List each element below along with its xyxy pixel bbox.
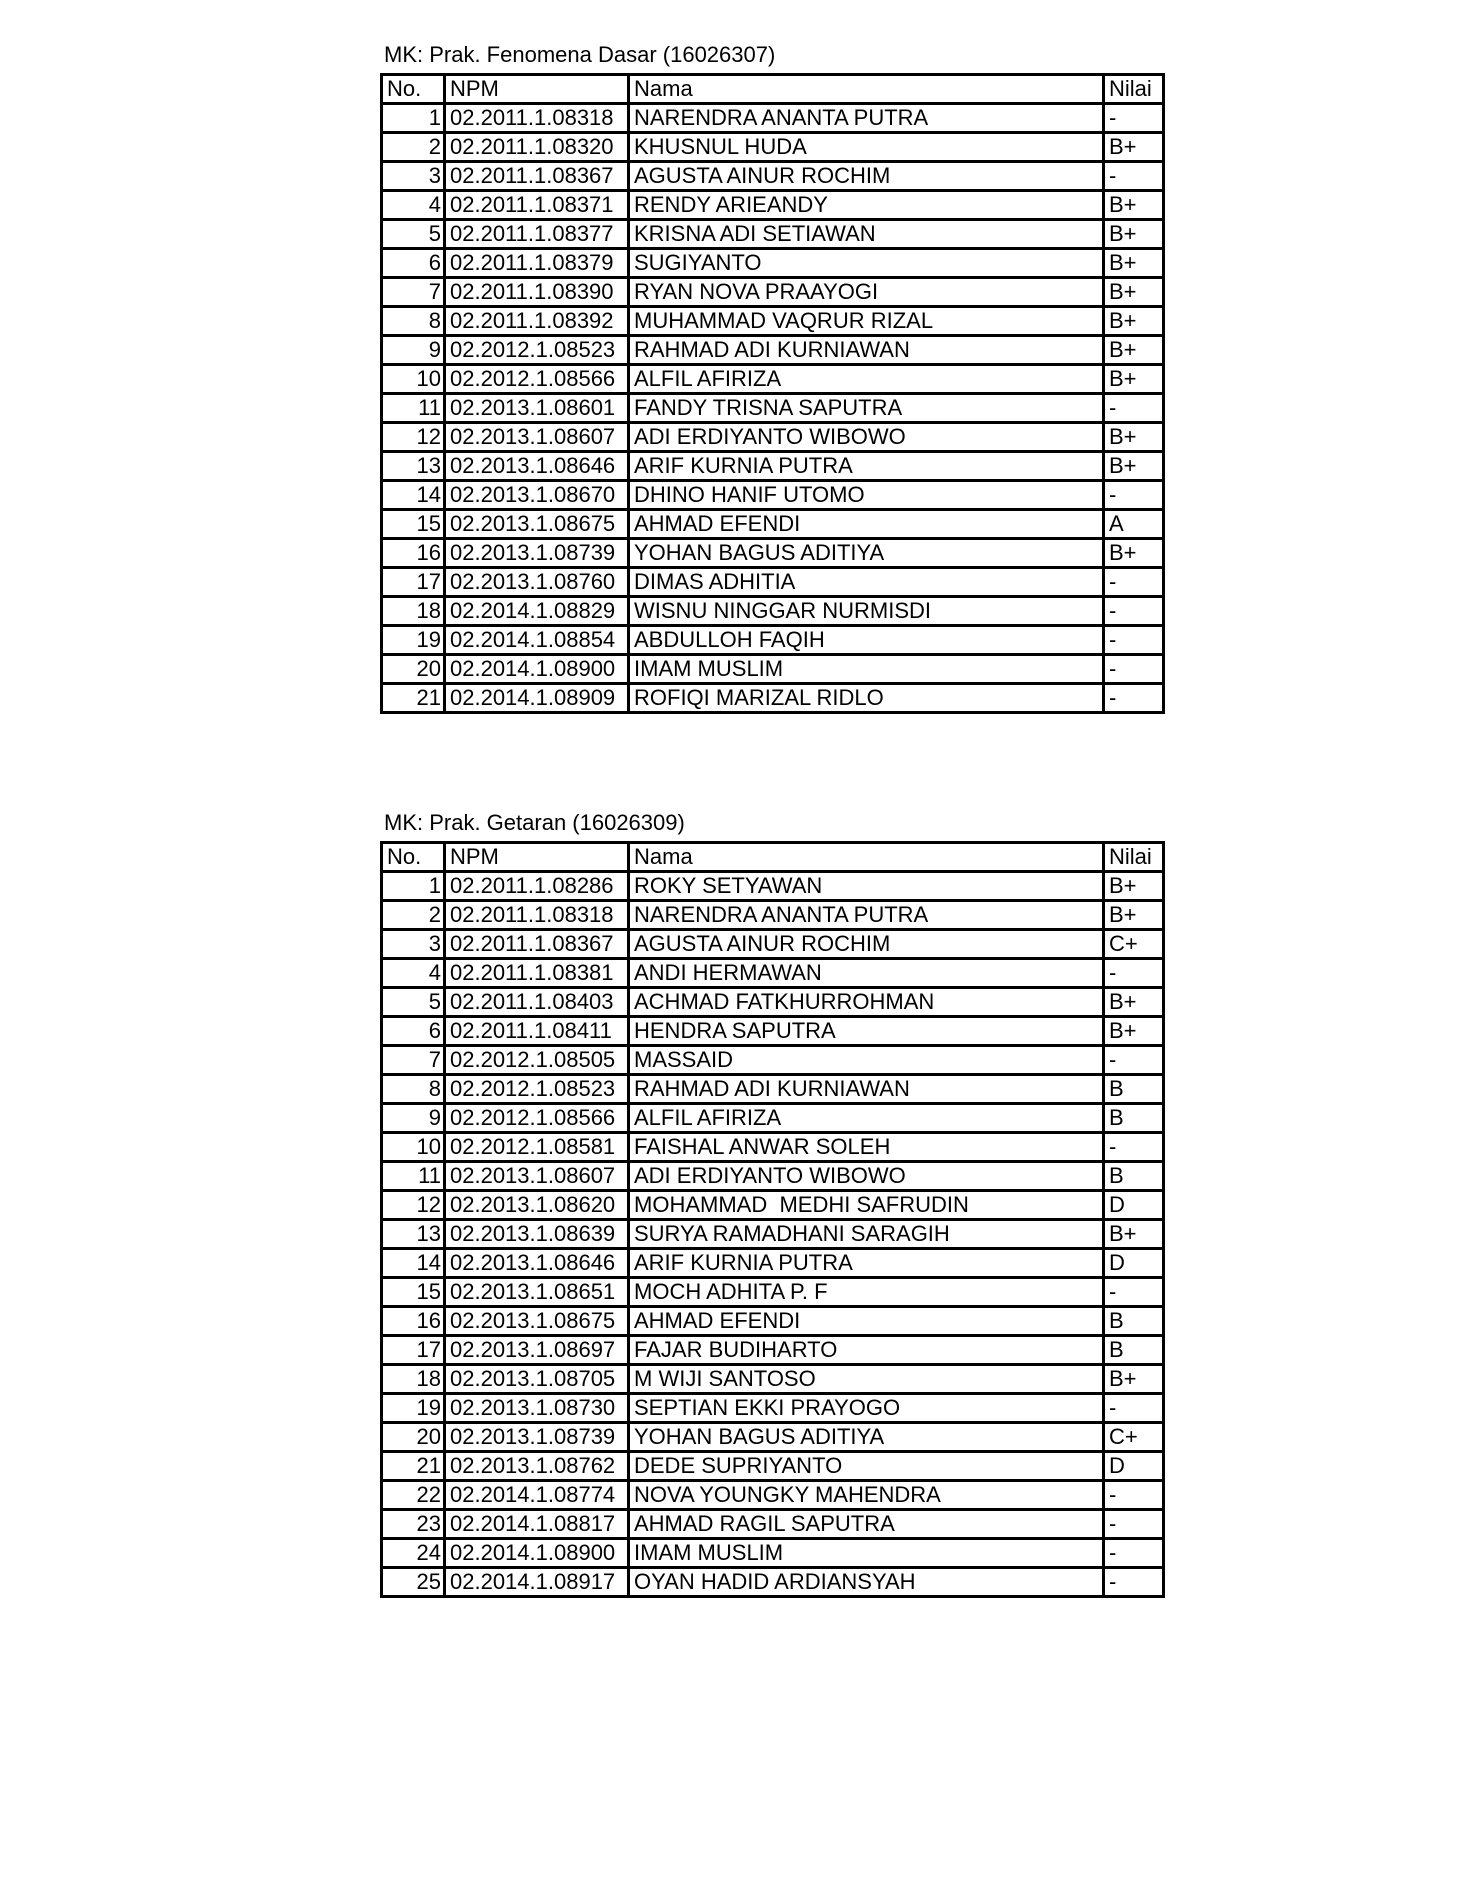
cell-npm: 02.2013.1.08739 — [445, 539, 629, 568]
table-row — [382, 510, 1164, 539]
table-row — [382, 1046, 1164, 1075]
table-row — [382, 423, 1164, 452]
cell-nilai: - — [1104, 162, 1164, 191]
cell-nama: NARENDRA ANANTA PUTRA — [629, 104, 1104, 133]
table-row — [382, 481, 1164, 510]
table-row — [382, 191, 1164, 220]
cell-nama: NOVA YOUNGKY MAHENDRA — [629, 1481, 1104, 1510]
cell-npm: 02.2013.1.08601 — [445, 394, 629, 423]
cell-nama: OYAN HADID ARDIANSYAH — [629, 1568, 1104, 1597]
column-header-nama: Nama — [629, 843, 1104, 872]
cell-nama: DHINO HANIF UTOMO — [629, 481, 1104, 510]
cell-npm: 02.2013.1.08697 — [445, 1336, 629, 1365]
cell-nilai: - — [1104, 655, 1164, 684]
cell-no: 4 — [382, 959, 445, 988]
cell-no: 14 — [382, 1249, 445, 1278]
cell-npm: 02.2014.1.08900 — [445, 655, 629, 684]
cell-nama: MOCH ADHITA P. F — [629, 1278, 1104, 1307]
cell-npm: 02.2013.1.08675 — [445, 510, 629, 539]
cell-npm: 02.2011.1.08390 — [445, 278, 629, 307]
cell-nama: ALFIL AFIRIZA — [629, 1104, 1104, 1133]
cell-no: 6 — [382, 249, 445, 278]
table-row — [382, 452, 1164, 481]
cell-nama: SEPTIAN EKKI PRAYOGO — [629, 1394, 1104, 1423]
table-row — [382, 1365, 1164, 1394]
cell-nama: MOHAMMAD MEDHI SAFRUDIN — [629, 1191, 1104, 1220]
cell-no: 19 — [382, 1394, 445, 1423]
cell-nilai: - — [1104, 1278, 1164, 1307]
cell-npm: 02.2011.1.08411 — [445, 1017, 629, 1046]
table-row — [382, 568, 1164, 597]
cell-nama: SUGIYANTO — [629, 249, 1104, 278]
cell-npm: 02.2013.1.08607 — [445, 423, 629, 452]
cell-nilai: - — [1104, 1046, 1164, 1075]
cell-nama: HENDRA SAPUTRA — [629, 1017, 1104, 1046]
table-row — [382, 249, 1164, 278]
cell-npm: 02.2011.1.08286 — [445, 872, 629, 901]
cell-nama: NARENDRA ANANTA PUTRA — [629, 901, 1104, 930]
column-header-no: No. — [382, 75, 445, 104]
table-row — [382, 1568, 1164, 1597]
cell-npm: 02.2013.1.08651 — [445, 1278, 629, 1307]
table-row — [382, 1481, 1164, 1510]
cell-no: 2 — [382, 133, 445, 162]
cell-nilai: - — [1104, 394, 1164, 423]
cell-no: 15 — [382, 1278, 445, 1307]
cell-nama: ADI ERDIYANTO WIBOWO — [629, 423, 1104, 452]
cell-npm: 02.2014.1.08917 — [445, 1568, 629, 1597]
cell-npm: 02.2011.1.08377 — [445, 220, 629, 249]
table-row — [382, 988, 1164, 1017]
column-header-npm: NPM — [445, 843, 629, 872]
cell-npm: 02.2013.1.08646 — [445, 452, 629, 481]
cell-npm: 02.2013.1.08675 — [445, 1307, 629, 1336]
cell-npm: 02.2013.1.08607 — [445, 1162, 629, 1191]
cell-nilai: B+ — [1104, 1365, 1164, 1394]
cell-nilai: C+ — [1104, 1423, 1164, 1452]
table-row — [382, 1336, 1164, 1365]
cell-nama: ARIF KURNIA PUTRA — [629, 452, 1104, 481]
cell-nama: KHUSNUL HUDA — [629, 133, 1104, 162]
cell-nilai: - — [1104, 104, 1164, 133]
cell-no: 18 — [382, 1365, 445, 1394]
cell-no: 17 — [382, 1336, 445, 1365]
column-header-nilai: Nilai — [1104, 843, 1164, 872]
cell-npm: 02.2012.1.08566 — [445, 1104, 629, 1133]
cell-nilai: - — [1104, 1539, 1164, 1568]
cell-nilai: - — [1104, 626, 1164, 655]
cell-no: 25 — [382, 1568, 445, 1597]
cell-nilai: B+ — [1104, 133, 1164, 162]
cell-npm: 02.2014.1.08817 — [445, 1510, 629, 1539]
cell-no: 9 — [382, 1104, 445, 1133]
cell-npm: 02.2011.1.08367 — [445, 930, 629, 959]
cell-nilai: B+ — [1104, 988, 1164, 1017]
cell-no: 7 — [382, 1046, 445, 1075]
cell-no: 3 — [382, 162, 445, 191]
column-header-nilai: Nilai — [1104, 75, 1164, 104]
cell-no: 21 — [382, 1452, 445, 1481]
cell-no: 23 — [382, 1510, 445, 1539]
table-row — [382, 597, 1164, 626]
cell-no: 5 — [382, 220, 445, 249]
cell-no: 10 — [382, 1133, 445, 1162]
cell-npm: 02.2012.1.08581 — [445, 1133, 629, 1162]
cell-nama: RAHMAD ADI KURNIAWAN — [629, 1075, 1104, 1104]
cell-nama: M WIJI SANTOSO — [629, 1365, 1104, 1394]
cell-nama: AHMAD EFENDI — [629, 1307, 1104, 1336]
table-row — [382, 336, 1164, 365]
cell-nama: FANDY TRISNA SAPUTRA — [629, 394, 1104, 423]
cell-nilai: - — [1104, 1510, 1164, 1539]
table-row — [382, 1423, 1164, 1452]
table-row — [382, 104, 1164, 133]
cell-npm: 02.2013.1.08639 — [445, 1220, 629, 1249]
cell-npm: 02.2014.1.08774 — [445, 1481, 629, 1510]
cell-no: 19 — [382, 626, 445, 655]
cell-npm: 02.2011.1.08392 — [445, 307, 629, 336]
table-row — [382, 626, 1164, 655]
cell-nama: YOHAN BAGUS ADITIYA — [629, 1423, 1104, 1452]
table-row — [382, 1307, 1164, 1336]
column-header-no: No. — [382, 843, 445, 872]
cell-npm: 02.2011.1.08379 — [445, 249, 629, 278]
cell-nilai: B+ — [1104, 872, 1164, 901]
cell-nilai: - — [1104, 1133, 1164, 1162]
cell-nama: ROKY SETYAWAN — [629, 872, 1104, 901]
cell-no: 12 — [382, 1191, 445, 1220]
cell-nilai: B — [1104, 1336, 1164, 1365]
cell-no: 21 — [382, 684, 445, 713]
cell-no: 3 — [382, 930, 445, 959]
cell-nama: RENDY ARIEANDY — [629, 191, 1104, 220]
table-row — [382, 1017, 1164, 1046]
cell-npm: 02.2014.1.08900 — [445, 1539, 629, 1568]
cell-npm: 02.2011.1.08371 — [445, 191, 629, 220]
cell-no: 6 — [382, 1017, 445, 1046]
table-header-row — [382, 843, 1164, 872]
cell-no: 2 — [382, 901, 445, 930]
table-header-row — [382, 75, 1164, 104]
cell-no: 11 — [382, 1162, 445, 1191]
table-row — [382, 307, 1164, 336]
cell-nilai: B+ — [1104, 539, 1164, 568]
cell-nama: IMAM MUSLIM — [629, 1539, 1104, 1568]
cell-nama: AHMAD EFENDI — [629, 510, 1104, 539]
cell-nama: AGUSTA AINUR ROCHIM — [629, 930, 1104, 959]
cell-no: 22 — [382, 1481, 445, 1510]
cell-no: 8 — [382, 307, 445, 336]
column-header-nama: Nama — [629, 75, 1104, 104]
cell-npm: 02.2012.1.08505 — [445, 1046, 629, 1075]
cell-nilai: B+ — [1104, 365, 1164, 394]
cell-no: 16 — [382, 1307, 445, 1336]
cell-nama: YOHAN BAGUS ADITIYA — [629, 539, 1104, 568]
table-row — [382, 365, 1164, 394]
cell-no: 16 — [382, 539, 445, 568]
cell-nilai: A — [1104, 510, 1164, 539]
cell-no: 9 — [382, 336, 445, 365]
cell-no: 24 — [382, 1539, 445, 1568]
cell-nilai: B — [1104, 1104, 1164, 1133]
cell-npm: 02.2013.1.08670 — [445, 481, 629, 510]
table-row — [382, 394, 1164, 423]
table-row — [382, 1510, 1164, 1539]
cell-npm: 02.2013.1.08620 — [445, 1191, 629, 1220]
cell-nilai: C+ — [1104, 930, 1164, 959]
course-title: MK: Prak. Fenomena Dasar (16026307) — [384, 42, 776, 67]
table-row — [382, 872, 1164, 901]
cell-no: 20 — [382, 1423, 445, 1452]
table-row — [382, 220, 1164, 249]
cell-nama: DIMAS ADHITIA — [629, 568, 1104, 597]
cell-npm: 02.2014.1.08854 — [445, 626, 629, 655]
table-row — [382, 1452, 1164, 1481]
table-row — [382, 1220, 1164, 1249]
cell-nilai: - — [1104, 684, 1164, 713]
cell-nama: ROFIQI MARIZAL RIDLO — [629, 684, 1104, 713]
table-row — [382, 1539, 1164, 1568]
cell-nama: FAISHAL ANWAR SOLEH — [629, 1133, 1104, 1162]
cell-npm: 02.2012.1.08523 — [445, 1075, 629, 1104]
cell-nama: ARIF KURNIA PUTRA — [629, 1249, 1104, 1278]
table-row — [382, 1249, 1164, 1278]
cell-nama: ABDULLOH FAQIH — [629, 626, 1104, 655]
cell-nilai: D — [1104, 1452, 1164, 1481]
cell-npm: 02.2013.1.08646 — [445, 1249, 629, 1278]
cell-npm: 02.2013.1.08705 — [445, 1365, 629, 1394]
cell-no: 12 — [382, 423, 445, 452]
cell-no: 18 — [382, 597, 445, 626]
cell-no: 8 — [382, 1075, 445, 1104]
cell-no: 13 — [382, 452, 445, 481]
cell-nilai: B+ — [1104, 336, 1164, 365]
cell-nilai: - — [1104, 597, 1164, 626]
cell-no: 5 — [382, 988, 445, 1017]
cell-nilai: - — [1104, 568, 1164, 597]
table-row — [382, 1075, 1164, 1104]
cell-nama: IMAM MUSLIM — [629, 655, 1104, 684]
cell-npm: 02.2013.1.08730 — [445, 1394, 629, 1423]
cell-nama: SURYA RAMADHANI SARAGIH — [629, 1220, 1104, 1249]
cell-nilai: B+ — [1104, 191, 1164, 220]
table-row — [382, 1133, 1164, 1162]
cell-nilai: B+ — [1104, 220, 1164, 249]
cell-nama: MASSAID — [629, 1046, 1104, 1075]
cell-nama: AGUSTA AINUR ROCHIM — [629, 162, 1104, 191]
table-row — [382, 1278, 1164, 1307]
cell-npm: 02.2013.1.08760 — [445, 568, 629, 597]
cell-npm: 02.2013.1.08739 — [445, 1423, 629, 1452]
table-row — [382, 1162, 1164, 1191]
table-row — [382, 930, 1164, 959]
cell-no: 1 — [382, 104, 445, 133]
cell-nilai: B+ — [1104, 452, 1164, 481]
table-row — [382, 278, 1164, 307]
cell-no: 11 — [382, 394, 445, 423]
cell-npm: 02.2011.1.08381 — [445, 959, 629, 988]
cell-nilai: D — [1104, 1191, 1164, 1220]
cell-nilai: B — [1104, 1307, 1164, 1336]
course-section-fenomena-dasar — [380, 42, 1165, 714]
cell-nilai: B+ — [1104, 278, 1164, 307]
cell-nilai: - — [1104, 481, 1164, 510]
cell-nama: WISNU NINGGAR NURMISDI — [629, 597, 1104, 626]
cell-nilai: B+ — [1104, 249, 1164, 278]
grades-table — [380, 841, 1165, 1598]
cell-nilai: B+ — [1104, 1220, 1164, 1249]
cell-no: 13 — [382, 1220, 445, 1249]
table-row — [382, 959, 1164, 988]
cell-npm: 02.2012.1.08523 — [445, 336, 629, 365]
cell-npm: 02.2012.1.08566 — [445, 365, 629, 394]
cell-nilai: B+ — [1104, 307, 1164, 336]
cell-npm: 02.2011.1.08403 — [445, 988, 629, 1017]
cell-nama: ADI ERDIYANTO WIBOWO — [629, 1162, 1104, 1191]
cell-no: 17 — [382, 568, 445, 597]
table-row — [382, 655, 1164, 684]
cell-npm: 02.2014.1.08909 — [445, 684, 629, 713]
column-header-npm: NPM — [445, 75, 629, 104]
cell-no: 14 — [382, 481, 445, 510]
course-section-getaran — [380, 810, 1165, 1598]
cell-no: 20 — [382, 655, 445, 684]
cell-nama: FAJAR BUDIHARTO — [629, 1336, 1104, 1365]
cell-nama: DEDE SUPRIYANTO — [629, 1452, 1104, 1481]
cell-nilai: B+ — [1104, 423, 1164, 452]
cell-nama: ANDI HERMAWAN — [629, 959, 1104, 988]
cell-nama: AHMAD RAGIL SAPUTRA — [629, 1510, 1104, 1539]
cell-nama: ACHMAD FATKHURROHMAN — [629, 988, 1104, 1017]
cell-nama: RAHMAD ADI KURNIAWAN — [629, 336, 1104, 365]
cell-npm: 02.2011.1.08320 — [445, 133, 629, 162]
course-title: MK: Prak. Getaran (16026309) — [384, 810, 685, 835]
table-row — [382, 684, 1164, 713]
cell-nilai: - — [1104, 1394, 1164, 1423]
table-row — [382, 901, 1164, 930]
cell-nama: ALFIL AFIRIZA — [629, 365, 1104, 394]
cell-nilai: B+ — [1104, 901, 1164, 930]
cell-nilai: - — [1104, 1481, 1164, 1510]
cell-nilai: B — [1104, 1162, 1164, 1191]
cell-npm: 02.2013.1.08762 — [445, 1452, 629, 1481]
cell-nilai: D — [1104, 1249, 1164, 1278]
cell-nama: KRISNA ADI SETIAWAN — [629, 220, 1104, 249]
cell-npm: 02.2011.1.08367 — [445, 162, 629, 191]
cell-no: 15 — [382, 510, 445, 539]
cell-no: 4 — [382, 191, 445, 220]
cell-no: 7 — [382, 278, 445, 307]
cell-nilai: B+ — [1104, 1017, 1164, 1046]
cell-nama: MUHAMMAD VAQRUR RIZAL — [629, 307, 1104, 336]
cell-nilai: - — [1104, 1568, 1164, 1597]
table-row — [382, 539, 1164, 568]
cell-no: 1 — [382, 872, 445, 901]
table-row — [382, 162, 1164, 191]
cell-npm: 02.2014.1.08829 — [445, 597, 629, 626]
cell-no: 10 — [382, 365, 445, 394]
grades-table — [380, 73, 1165, 714]
table-row — [382, 1191, 1164, 1220]
cell-nilai: - — [1104, 959, 1164, 988]
table-row — [382, 1104, 1164, 1133]
cell-nilai: B — [1104, 1075, 1164, 1104]
table-row — [382, 1394, 1164, 1423]
cell-npm: 02.2011.1.08318 — [445, 104, 629, 133]
cell-nama: RYAN NOVA PRAAYOGI — [629, 278, 1104, 307]
cell-npm: 02.2011.1.08318 — [445, 901, 629, 930]
table-row — [382, 133, 1164, 162]
